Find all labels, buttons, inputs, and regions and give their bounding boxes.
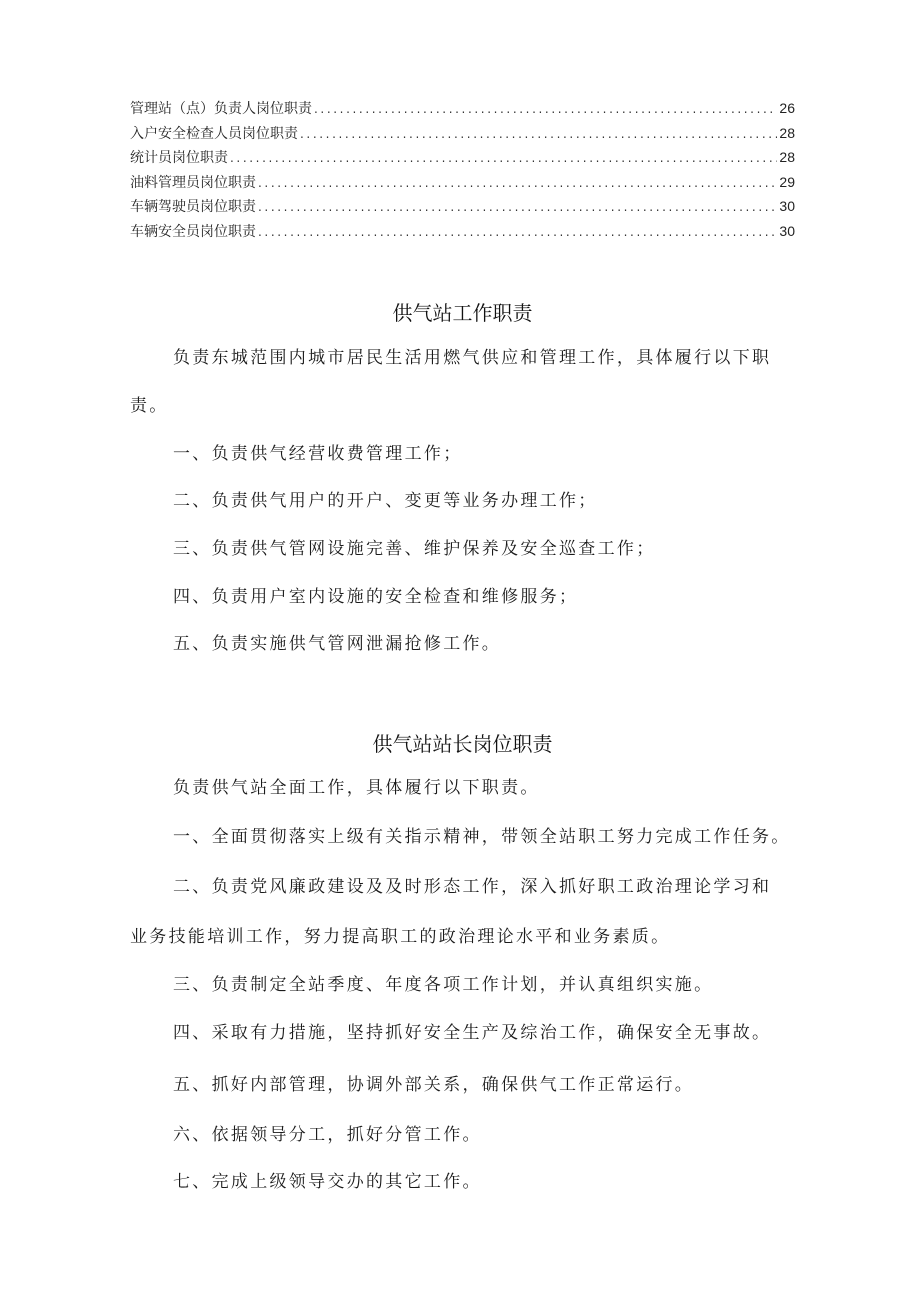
toc-leader-dots (230, 151, 777, 165)
list-item: 六、依据领导分工，抓好分管工作。 (173, 1125, 482, 1145)
list-item: 四、负责用户室内设施的安全检查和维修服务； (173, 587, 579, 607)
paragraph-line: 责。 (130, 396, 169, 416)
toc-entry[interactable] (130, 196, 795, 221)
toc-entry-title: 车辆安全员岗位职责 (130, 223, 256, 240)
toc-entry-page: 26 (779, 100, 795, 116)
list-item: 三、负责制定全站季度、年度各项工作计划，并认真组织实施。 (173, 975, 714, 995)
toc-entry-page: 29 (779, 173, 795, 190)
list-item: 三、负责供气管网设施完善、维护保养及安全巡查工作； (173, 539, 656, 559)
paragraph-line: 负责供气站全面工作，具体履行以下职责。 (173, 778, 540, 798)
toc-entry-title: 入户安全检查人员岗位职责 (130, 125, 298, 142)
toc-entry[interactable] (130, 123, 795, 148)
list-item: 二、负责党风廉政建设及及时形态工作，深入抓好职工政治理论学习和 (173, 877, 772, 897)
toc-entry-title: 统计员岗位职责 (130, 150, 228, 166)
list-item: 五、负责实施供气管网泄漏抢修工作。 (173, 634, 502, 654)
toc-entry-page: 28 (779, 124, 795, 141)
list-item: 五、抓好内部管理，协调外部关系，确保供气工作正常运行。 (173, 1075, 695, 1095)
toc-entry-title: 车辆驾驶员岗位职责 (130, 199, 256, 215)
toc-entry-page: 30 (779, 198, 795, 214)
toc-entry[interactable] (130, 172, 795, 197)
toc-leader-dots (258, 200, 777, 214)
list-item: 七、完成上级领导交办的其它工作。 (173, 1172, 482, 1192)
list-item-continuation: 业务技能培训工作，努力提高职工的政治理论水平和业务素质。 (130, 927, 671, 947)
paragraph-line: 负责东城范围内城市居民生活用燃气供应和管理工作，具体履行以下职 (173, 348, 772, 368)
toc-entry-title: 管理站（点）负责人岗位职责 (130, 101, 312, 117)
toc-leader-dots (258, 176, 777, 190)
toc-leader-dots (314, 102, 777, 116)
list-item: 一、负责供气经营收费管理工作； (173, 444, 463, 464)
list-item: 一、全面贯彻落实上级有关指示精神，带领全站职工努力完成工作任务。 (173, 827, 791, 847)
toc-leader-dots (300, 127, 777, 141)
toc-entry-page: 28 (779, 149, 795, 165)
list-item: 四、采取有力措施，坚持抓好安全生产及综治工作，确保安全无事故。 (173, 1023, 772, 1043)
section-heading: 供气站站长岗位职责 (372, 732, 553, 756)
toc-entry[interactable] (130, 98, 795, 123)
section-heading: 供气站工作职责 (392, 301, 533, 325)
list-item: 二、负责供气用户的开户、变更等业务办理工作； (173, 491, 598, 511)
table-of-contents (130, 98, 795, 245)
toc-entry[interactable] (130, 221, 795, 246)
toc-entry[interactable] (130, 147, 795, 172)
toc-entry-page: 30 (779, 222, 795, 239)
toc-entry-title: 油料管理员岗位职责 (130, 174, 256, 191)
toc-leader-dots (258, 225, 777, 239)
